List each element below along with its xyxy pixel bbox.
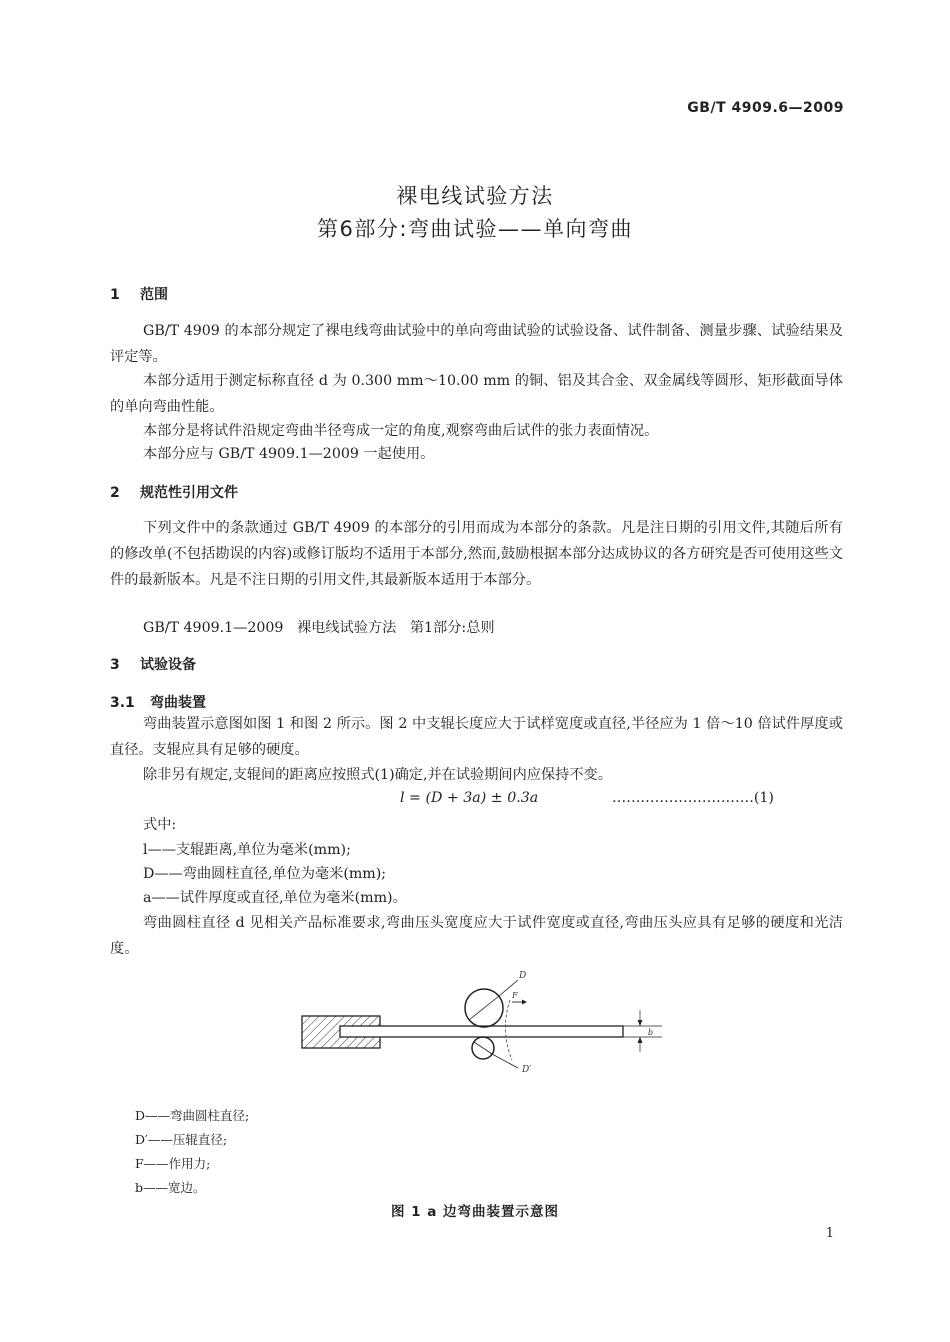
section-number: 2 (110, 485, 120, 501)
legend-item: D——弯曲圆柱直径; (135, 1108, 250, 1123)
specimen-bar (340, 1026, 623, 1037)
normative-reference: GB/T 4909.1—2009 裸电线试验方法 第1部分:总则 (143, 620, 495, 636)
legend-item: b——宽边。 (135, 1180, 206, 1195)
paragraph: 本部分是将试件沿规定弯曲半径弯成一定的角度,观察弯曲后试件的张力表面情况。 (143, 423, 659, 439)
variable-definition: l——支辊距离,单位为毫米(mm); (143, 842, 351, 858)
paragraph: 本部分适用于测定标称直径 d 为 0.300 mm～10.00 mm 的铜、铝及其合金、双金属线等圆形、矩形截面导体的单向弯曲性能。 (110, 373, 843, 415)
section-1-heading (110, 284, 168, 304)
diagram-label-F: F (512, 991, 518, 1000)
section-3-1-heading (110, 692, 206, 712)
where-label: 式中: (143, 817, 177, 833)
formula: l = (D + 3a) ± 0.3a (400, 790, 539, 806)
diagram-label-b: b (648, 1028, 654, 1037)
variable-definition: D——弯曲圆柱直径,单位为毫米(mm); (143, 866, 387, 882)
page-number: 1 (825, 1226, 834, 1241)
document-title: 裸电线试验方法 (396, 184, 554, 208)
section-2-heading (110, 482, 238, 502)
figure-caption: 图 1 a 边弯曲装置示意图 (390, 1204, 560, 1220)
variable-definition: a——试件厚度或直径,单位为毫米(mm)。 (143, 890, 407, 906)
diagram-label-D-prime: D′ (522, 1065, 532, 1075)
section-number: 3.1 (110, 695, 135, 711)
formula-number: …………………………(1) (612, 790, 774, 806)
section-title: 范围 (140, 287, 168, 303)
paragraph: 本部分应与 GB/T 4909.1—2009 一起使用。 (143, 446, 435, 462)
section-number: 1 (110, 287, 120, 303)
section-3-heading (110, 654, 196, 674)
paragraph: GB/T 4909 的本部分规定了裸电线弯曲试验中的单向弯曲试验的试验设备、试件制备、测量步骤、试验结果及评定等。 (110, 323, 843, 365)
document-subtitle: 第6部分:弯曲试验——单向弯曲 (317, 217, 633, 241)
section-title: 弯曲装置 (150, 695, 206, 711)
paragraph: 除非另有规定,支辊间的距离应按照式(1)确定,并在试验期间内应保持不变。 (143, 767, 612, 783)
legend-item: F——作用力; (135, 1156, 211, 1171)
diagram-label-D: D (519, 971, 527, 981)
section-number: 3 (110, 657, 120, 673)
paragraph: 弯曲圆柱直径 d 见相关产品标准要求,弯曲压头宽度应大于试件宽度或直径,弯曲压头应具有足够的硬度和光洁度。 (110, 915, 843, 957)
paragraph: 下列文件中的条款通过 GB/T 4909 的本部分的引用而成为本部分的条款。凡是注日期的引用文件,其随后所有的修改单(不包括勘误的内容)或修订版均不适用于本部分,然而,鼓励根据本部分达成协议的各方研究是否可使用这些文件的最新版本。凡是不注日期的引用文件,其最新版本适用于本部分。 (110, 520, 843, 588)
section-title: 规范性引用文件 (140, 485, 238, 501)
legend-item: D′——压辊直径; (135, 1132, 228, 1147)
standard-number: GB/T 4909.6—2009 (687, 100, 844, 116)
paragraph: 弯曲装置示意图如图 1 和图 2 所示。图 2 中支辊长度应大于试样宽度或直径,半径应为 1 倍～10 倍试件厚度或直径。支辊应具有足够的硬度。 (110, 716, 843, 758)
bending-device-diagram (290, 960, 680, 1080)
section-title: 试验设备 (140, 657, 196, 673)
